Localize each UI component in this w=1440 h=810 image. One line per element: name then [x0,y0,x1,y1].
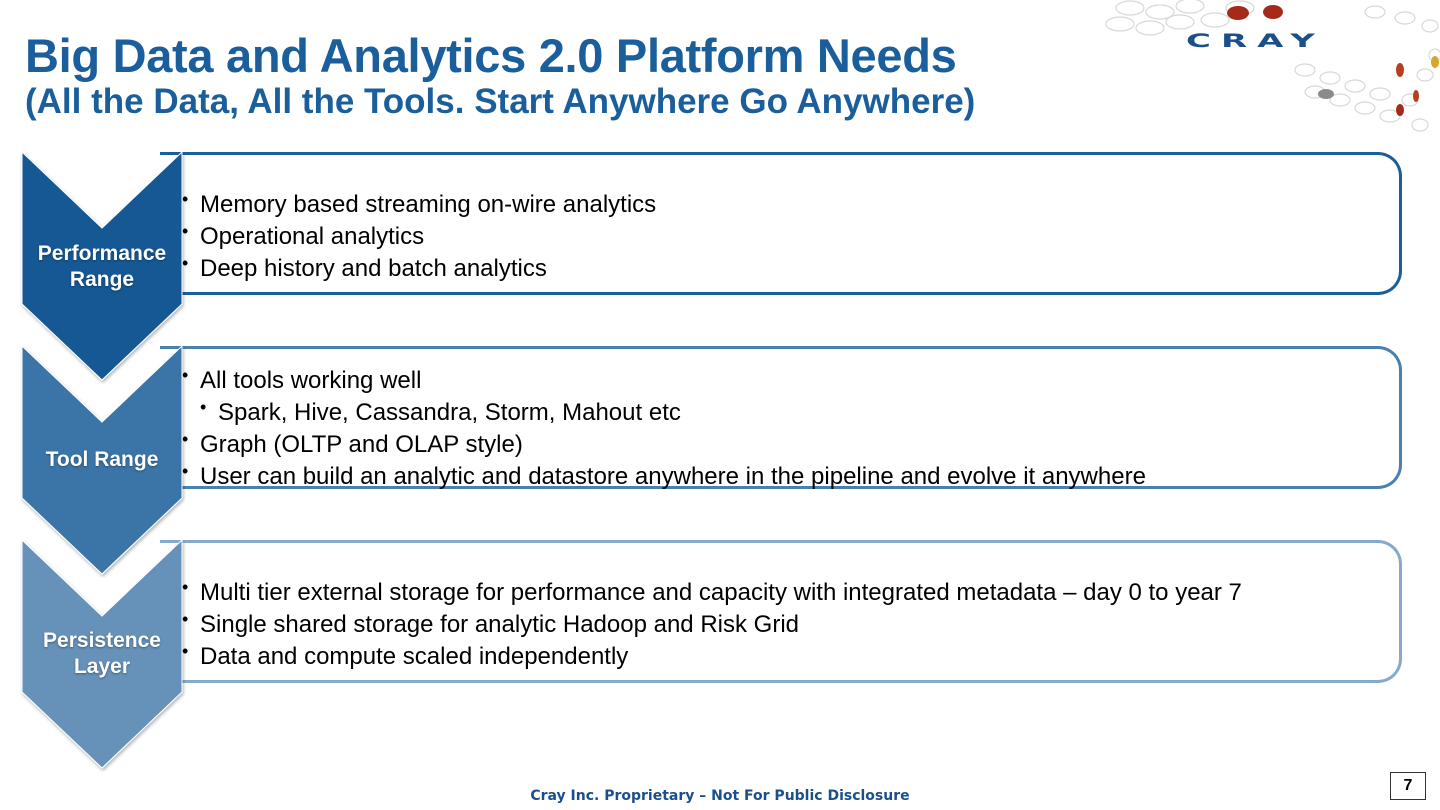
tool-range-box [160,346,1402,489]
logo-background-pattern [1090,0,1440,140]
label-line: Layer [73,655,131,678]
tool-range-bullets [180,365,1146,493]
bullet-item: • All tools working well [180,365,1146,397]
bullet-item: • Multi tier external storage for performance and capacity with integrated metadata – day 0 to year 7 [180,577,1242,609]
sub-bullet-item: • Spark, Hive, Cassandra, Storm, Mahout etc [180,397,1146,429]
bullet-item: • Operational analytics [180,221,656,253]
bullet-item: • Single shared storage for analytic Hadoop and Risk Grid [180,609,1242,641]
bullet-item: • Deep history and batch analytics [180,253,656,285]
label-line: Persistence [43,629,161,652]
label-line: Tool Range [45,448,159,471]
performance-range-bullets [180,189,656,285]
persistence-layer-label [22,628,182,680]
performance-range-box [160,152,1402,295]
bullet-item: • Graph (OLTP and OLAP style) [180,429,1146,461]
tool-range-label [22,447,182,473]
label-line: Performance [37,242,167,265]
performance-range-label [22,241,182,293]
bullet-item: • User can build an analytic and datastore anywhere in the pipeline and evolve it anywhere [180,461,1146,493]
slide-subtitle: (All the Data, All the Tools. Start Anywhere Go Anywhere) [25,82,976,121]
label-line: Range [69,268,135,291]
persistence-layer-bullets [180,577,1242,673]
footer-disclaimer: Cray Inc. Proprietary – Not For Public Disclosure [530,788,910,804]
slide-title: Big Data and Analytics 2.0 Platform Needs [25,29,957,82]
cray-logo: CRAY [1186,30,1325,52]
page-number: 7 [1390,772,1426,800]
bullet-item: • Data and compute scaled independently [180,641,1242,673]
dot-pattern-icon [1090,0,1440,140]
bullet-item: • Memory based streaming on-wire analytics [180,189,656,221]
persistence-layer-box [160,540,1402,683]
